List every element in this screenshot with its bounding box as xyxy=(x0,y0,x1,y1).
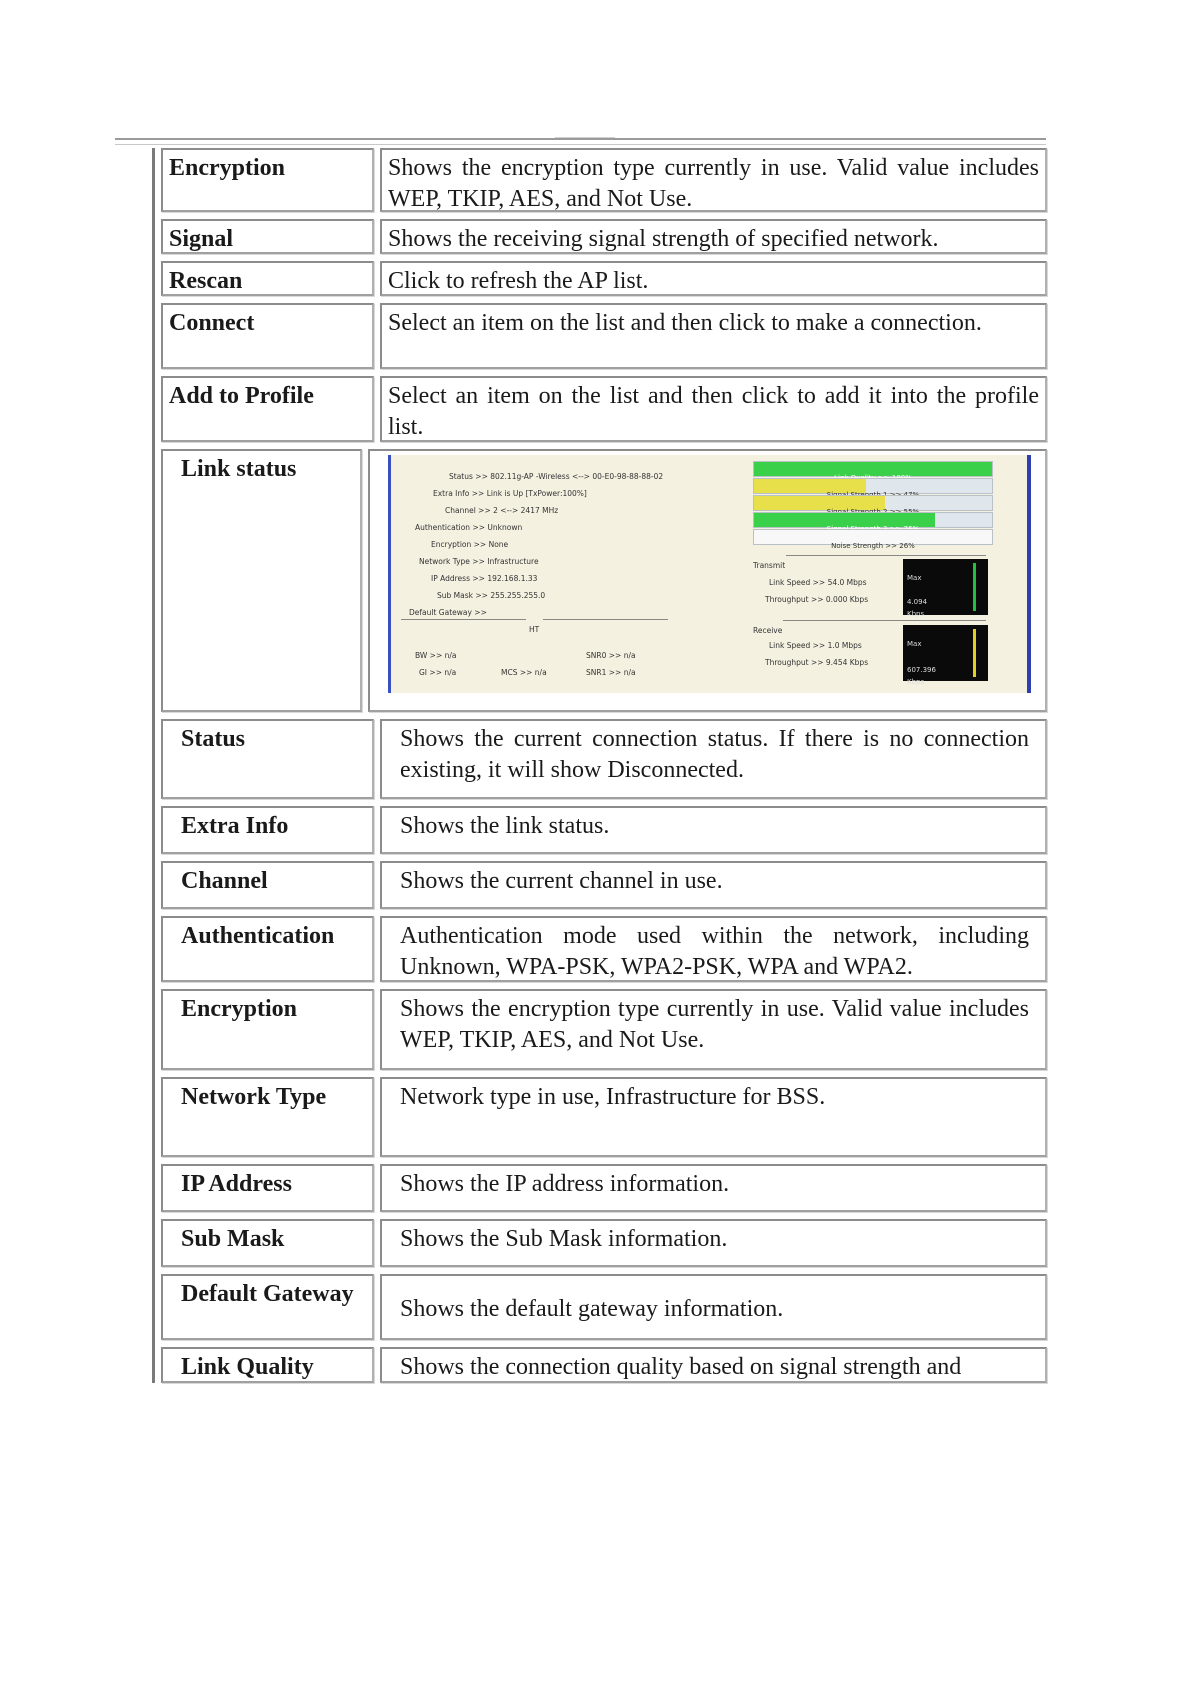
description-cell: Click to refresh the AP list. xyxy=(380,261,1047,296)
table-row xyxy=(155,303,1047,369)
description-cell: Shows the IP address information. xyxy=(380,1164,1047,1212)
table-row xyxy=(155,989,1047,1070)
table-row xyxy=(155,376,1047,442)
description-cell: Shows the current connection status. If there is no connection existing, it will show Disconnected. xyxy=(380,719,1047,799)
snr1-readout: SNR1 >> n/a xyxy=(586,668,636,677)
snr0-readout: SNR0 >> n/a xyxy=(586,651,636,660)
table-row xyxy=(155,1347,1047,1383)
table-row xyxy=(155,916,1047,982)
term-cell: Default Gateway xyxy=(161,1274,374,1340)
transmit-label: Transmit xyxy=(753,561,786,570)
term-cell: Link Quality xyxy=(161,1347,374,1383)
link-status-image-cell xyxy=(368,449,1047,712)
authentication-readout: Authentication >> Unknown xyxy=(415,523,523,532)
signal-strength-2-bar xyxy=(753,495,993,511)
description-cell: Select an item on the list and then click to add it into the profile list. xyxy=(380,376,1047,442)
top-rule xyxy=(115,138,1046,145)
description-cell: Shows the connection quality based on signal strength and xyxy=(380,1347,1047,1383)
term-cell: Rescan xyxy=(161,261,374,296)
mcs-readout: MCS >> n/a xyxy=(501,668,547,677)
table-row xyxy=(155,1219,1047,1267)
extra-info-readout: Extra Info >> Link is Up [TxPower:100%] xyxy=(433,489,587,498)
term-cell: Sub Mask xyxy=(161,1219,374,1267)
link-quality-bar xyxy=(753,461,993,477)
table-row xyxy=(155,1164,1047,1212)
network-type-readout: Network Type >> Infrastructure xyxy=(419,557,539,566)
term-cell: Authentication xyxy=(161,916,374,982)
rx-link-speed-readout: Link Speed >> 1.0 Mbps xyxy=(769,641,862,650)
term-cell: Link status xyxy=(161,449,362,712)
noise-strength-bar: Noise Strength >> 26% xyxy=(753,529,993,545)
description-cell: Authentication mode used within the network, including Unknown, WPA-PSK, WPA2-PSK, WPA and WPA2. xyxy=(380,916,1047,982)
table-row xyxy=(155,861,1047,909)
term-cell: Network Type xyxy=(161,1077,374,1157)
term-cell: Add to Profile xyxy=(161,376,374,442)
table-row xyxy=(155,449,1047,712)
term-cell: Encryption xyxy=(161,148,374,212)
table-row xyxy=(155,719,1047,799)
description-cell: Shows the encryption type currently in use. Valid value includes WEP, TKIP, AES, and Not Use. xyxy=(380,989,1047,1070)
term-cell: Signal xyxy=(161,219,374,254)
gi-readout: GI >> n/a xyxy=(419,668,457,677)
tx-throughput-readout: Throughput >> 0.000 Kbps xyxy=(765,595,869,604)
table-row xyxy=(155,1077,1047,1157)
link-status-panel xyxy=(388,455,1031,693)
term-cell: IP Address xyxy=(161,1164,374,1212)
tx-link-speed-readout: Link Speed >> 54.0 Mbps xyxy=(769,578,867,587)
description-cell: Shows the default gateway information. xyxy=(380,1274,1047,1340)
description-cell: Shows the Sub Mask information. xyxy=(380,1219,1047,1267)
ht-section-label: HT xyxy=(529,625,540,634)
table-row xyxy=(155,806,1047,854)
sub-mask-readout: Sub Mask >> 255.255.255.0 xyxy=(437,591,546,600)
description-cell: Shows the link status. xyxy=(380,806,1047,854)
ip-address-readout: IP Address >> 192.168.1.33 xyxy=(431,574,538,583)
description-cell: Select an item on the list and then click to make a connection. xyxy=(380,303,1047,369)
term-cell: Encryption xyxy=(161,989,374,1070)
table-row xyxy=(155,1274,1047,1340)
encryption-readout: Encryption >> None xyxy=(431,540,509,549)
description-cell: Shows the receiving signal strength of specified network. xyxy=(380,219,1047,254)
description-cell: Shows the current channel in use. xyxy=(380,861,1047,909)
term-cell: Channel xyxy=(161,861,374,909)
default-gateway-readout: Default Gateway >> xyxy=(409,608,487,617)
tx-throughput-monitor: Max 4.094 Kbps xyxy=(903,559,988,615)
table-row xyxy=(155,261,1047,296)
channel-readout: Channel >> 2 <--> 2417 MHz xyxy=(445,506,559,515)
signal-strength-1-bar xyxy=(753,478,993,494)
term-cell: Connect xyxy=(161,303,374,369)
status-readout: Status >> 802.11g-AP -Wireless <--> 00-E0-98-88-88-02 xyxy=(449,472,664,481)
receive-label: Receive xyxy=(753,626,783,635)
table-row xyxy=(155,148,1047,212)
rx-throughput-readout: Throughput >> 9.454 Kbps xyxy=(765,658,869,667)
term-cell: Extra Info xyxy=(161,806,374,854)
signal-strength-3-bar xyxy=(753,512,993,528)
rx-throughput-monitor: Max 607.396 Kbps xyxy=(903,625,988,681)
description-cell: Shows the encryption type currently in use. Valid value includes WEP, TKIP, AES, and Not Use. xyxy=(380,148,1047,212)
term-cell: Status xyxy=(161,719,374,799)
definition-table xyxy=(152,148,1047,1383)
description-cell: Network type in use, Infrastructure for BSS. xyxy=(380,1077,1047,1157)
table-row xyxy=(155,219,1047,254)
bw-readout: BW >> n/a xyxy=(415,651,457,660)
